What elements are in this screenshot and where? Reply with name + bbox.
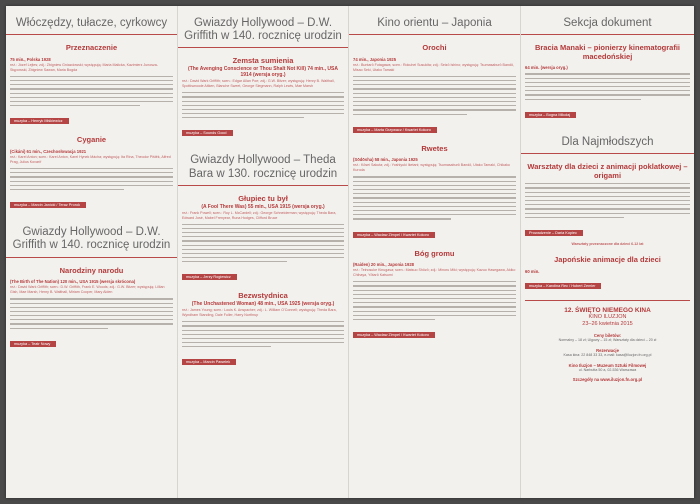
film-credits: reż.: Józef Lejtes; zdj.: Zbigniew Gniazdowski; występują: Maria Malicka, Kazimierz Junosza-Stępowski, Zbigniew Sawan, Maria Bogda — [10, 62, 158, 72]
prices-text: Normalny – 18 zł; Ulgowy – 15 zł; Warsztaty dla dzieci – 20 zł — [558, 337, 657, 342]
booking-label: Rezerwacje — [596, 347, 619, 353]
organizer-label: Kino Iluzjon – Muzeum Sztuki Filmowej — [568, 362, 647, 368]
music-credit: muzyka – Henryk Miśkiewicz — [10, 118, 69, 124]
website-block — [525, 377, 690, 382]
panel-4 — [521, 6, 694, 498]
music-credit: muzyka – Bogna Mikołaj — [525, 112, 576, 118]
film-credits: reż.: Teinosuke Kinugasa; scen.: Matsuo Shōzō; zdj.: Minoru Miki; występują: Kazuo Hasegawa, Akiko Chihaya, Yōtarō Katsumi — [353, 268, 516, 278]
workshop-entry — [525, 163, 690, 247]
section-header: Dla Najmłodszych — [521, 133, 694, 154]
section-header: Sekcja dokument — [521, 14, 694, 35]
organizer-address: ul. Narbutta 50 a, 02-536 Warszawa — [578, 367, 637, 372]
film-title: Cyganie — [76, 135, 107, 145]
film-description — [353, 76, 516, 115]
film-credits: reż.: Frank Powell; scen.: Roy L. McCardell; zdj.: George Schneiderman; występują: Theda Bara, Edward José, Mabel Frenyear, Runa Hodges, Clifford Bruce — [182, 210, 337, 220]
film-credits: reż.: Buntarō Futagawa; scen.: Rokuhei Susukita; zdj.: Seizō Ishino; występują: Tsumasaburō Bandō, Misao Seki, Utako Tamaki — [353, 62, 514, 72]
workshop-host: Prowadzenie – Daria Kopiec — [525, 230, 583, 236]
film-entry — [353, 44, 516, 136]
music-credit: muzyka – Sounds Good — [182, 130, 233, 136]
section-header: Włóczędzy, tułacze, cyrkowcy — [6, 14, 177, 35]
music-credit: muzyka – Karolina Rec / Hubert Zemler — [525, 283, 601, 289]
film-entry — [10, 136, 173, 211]
section-header: Kino orientu – Japonia — [349, 14, 520, 35]
film-entry — [182, 57, 344, 139]
film-credits: reż.: David Wark Griffith; scen.: D.W. Griffith, Frank E. Woods; zdj.: G.W. Bitzer; występują: Lillian Gish, Mae Marsh, Henry B. Walthall, Miriam Cooper, Mary Alden — [10, 285, 165, 295]
film-original-title: (The Unchastened Woman) 48 min., USA 1925 (wersja oryg.) — [191, 301, 335, 308]
film-credits: reż.: James Young; scen.: Louis K. Anspacher; zdj.: L. William O'Connell; występują: Theda Bara, Wyndham Standing, Dale Fuller, Harry Northrup — [182, 308, 337, 318]
film-meta: (Raiden) 20 min., Japonia 1928 — [353, 262, 414, 268]
prices-block — [525, 333, 690, 343]
film-description — [182, 92, 344, 118]
film-title: Narodziny narodu — [59, 265, 124, 275]
film-title: Warsztaty dla dzieci z animacji poklatkowej – origami — [527, 162, 688, 180]
film-description — [182, 321, 344, 347]
film-original-title: (A Fool There Was) 55 min., USA 1915 (wersja oryg.) — [201, 203, 325, 210]
film-title: Orochi — [422, 43, 447, 53]
music-credit: muzyka – Marcin Janicki / Teraz Prorok — [10, 202, 86, 208]
film-title: Bracia Manaki – pionierzy kinematografii macedońskiej — [534, 43, 681, 61]
film-credits: reż.: Kōsei Sakuta; zdj.: Yoshiyuki Iketani; występują: Tsumasaburō Bandō, Utako Tamaki, Chikako Kuroda — [353, 163, 510, 173]
film-credits: reż.: David Wark Griffith; scen.: Edgar Allan Poe; zdj.: G.W. Bitzer; występują: Henry B. Walthall, Spottiswoode Aitken, Blanche Sweet, George Siegmann, Ralph Lewis, Mae Marsh — [182, 79, 335, 89]
film-description — [10, 298, 173, 329]
film-meta: (The Birth of The Nation) 120 min., USA 1915 (wersja skrócona) — [10, 279, 136, 285]
music-credit: muzyka – Wacław Zimpel / Kwartet Kokoro — [353, 332, 435, 338]
film-entry — [10, 267, 173, 350]
film-description — [10, 168, 173, 190]
film-meta: (Cikáni) 61 min., Czechosłowacja 1921 — [10, 149, 87, 155]
festival-dates: 23–26 kwietnia 2015 — [582, 320, 633, 327]
film-title: Głupiec tu był — [238, 193, 288, 203]
film-entry — [525, 44, 690, 121]
festival-venue: KINO ILUZJON — [588, 313, 627, 320]
film-title: Japońskie animacje dla dzieci — [554, 254, 661, 264]
festival-info — [525, 300, 690, 383]
film-title: Rwetes — [421, 143, 448, 153]
film-meta: (Sōdōsha) 58 min., Japonia 1925 — [353, 157, 418, 163]
film-description — [525, 183, 690, 218]
film-title: Zemsta sumienia — [232, 56, 294, 66]
film-entry — [182, 195, 344, 284]
film-description — [525, 73, 690, 99]
booking-text: Kasa kina: 22 848 33 33, e-mail: kasa@iluzjon.fn.org.pl — [563, 352, 652, 357]
film-entry — [353, 250, 516, 342]
film-title: Bóg gromu — [414, 248, 455, 258]
organizer-block — [525, 363, 690, 373]
film-entry — [525, 256, 690, 292]
section-header: Gwiazdy Hollywood – Theda Bara w 130. rocznicę urodzin — [178, 151, 348, 185]
film-description — [353, 281, 516, 320]
film-credits: reż.: Karel Anton; scen.: Karel Anton, Karel Hynek Mácha; występują: Ita Rina, Theodor Pištěk, Alfred Prag, Julius Kovaríř — [10, 155, 171, 165]
section-header: Gwiazdy Hollywood – D.W. Griffith w 140. rocznicę urodzin — [6, 223, 177, 257]
panel-1 — [6, 6, 178, 498]
website-link[interactable]: Szczegóły na www.iluzjon.fn.org.pl — [572, 377, 643, 383]
film-entry — [353, 145, 516, 241]
film-meta: 64 min. (wersja oryg.) — [525, 65, 568, 71]
film-description — [182, 224, 344, 263]
film-entry — [182, 292, 344, 368]
film-entry — [10, 44, 173, 127]
booking-block — [525, 348, 690, 358]
music-credit: muzyka – Marta Grzywacz / Kwartet Kokoro — [353, 127, 437, 133]
film-meta: 74 min., Japonia 1925 — [353, 56, 397, 62]
festival-leaflet — [6, 6, 694, 498]
film-original-title: (The Avenging Conscience or Thou Shalt Not Kill) 74 min., USA 1914 (wersja oryg.) — [188, 66, 338, 79]
prices-label: Ceny biletów: — [593, 332, 622, 338]
festival-title: 12. ŚWIĘTO NIEMEGO KINA — [564, 306, 651, 314]
film-title: Przeznaczenie — [65, 43, 118, 53]
music-credit: muzyka – Teatr Nowy — [10, 341, 56, 347]
section-header: Gwiazdy Hollywood – D.W. Griffith w 140. rocznicę urodzin — [178, 14, 348, 48]
film-meta: 75 min., Polska 1928 — [10, 56, 51, 62]
workshop-age: Warsztaty przeznaczone dla dzieci 6-12 lat — [571, 241, 644, 246]
music-credit: muzyka – Jerzy Rogiewicz — [182, 274, 237, 280]
film-description — [353, 176, 516, 219]
film-description — [10, 76, 173, 107]
film-title: Bezwstydnica — [238, 291, 288, 301]
film-meta: 60 min. — [525, 268, 540, 274]
music-credit: muzyka – Marcin Pawełek — [182, 359, 236, 365]
panel-2 — [178, 6, 349, 498]
panel-3 — [349, 6, 521, 498]
music-credit: muzyka – Wacław Zimpel / Kwartet Kokoro — [353, 232, 435, 238]
